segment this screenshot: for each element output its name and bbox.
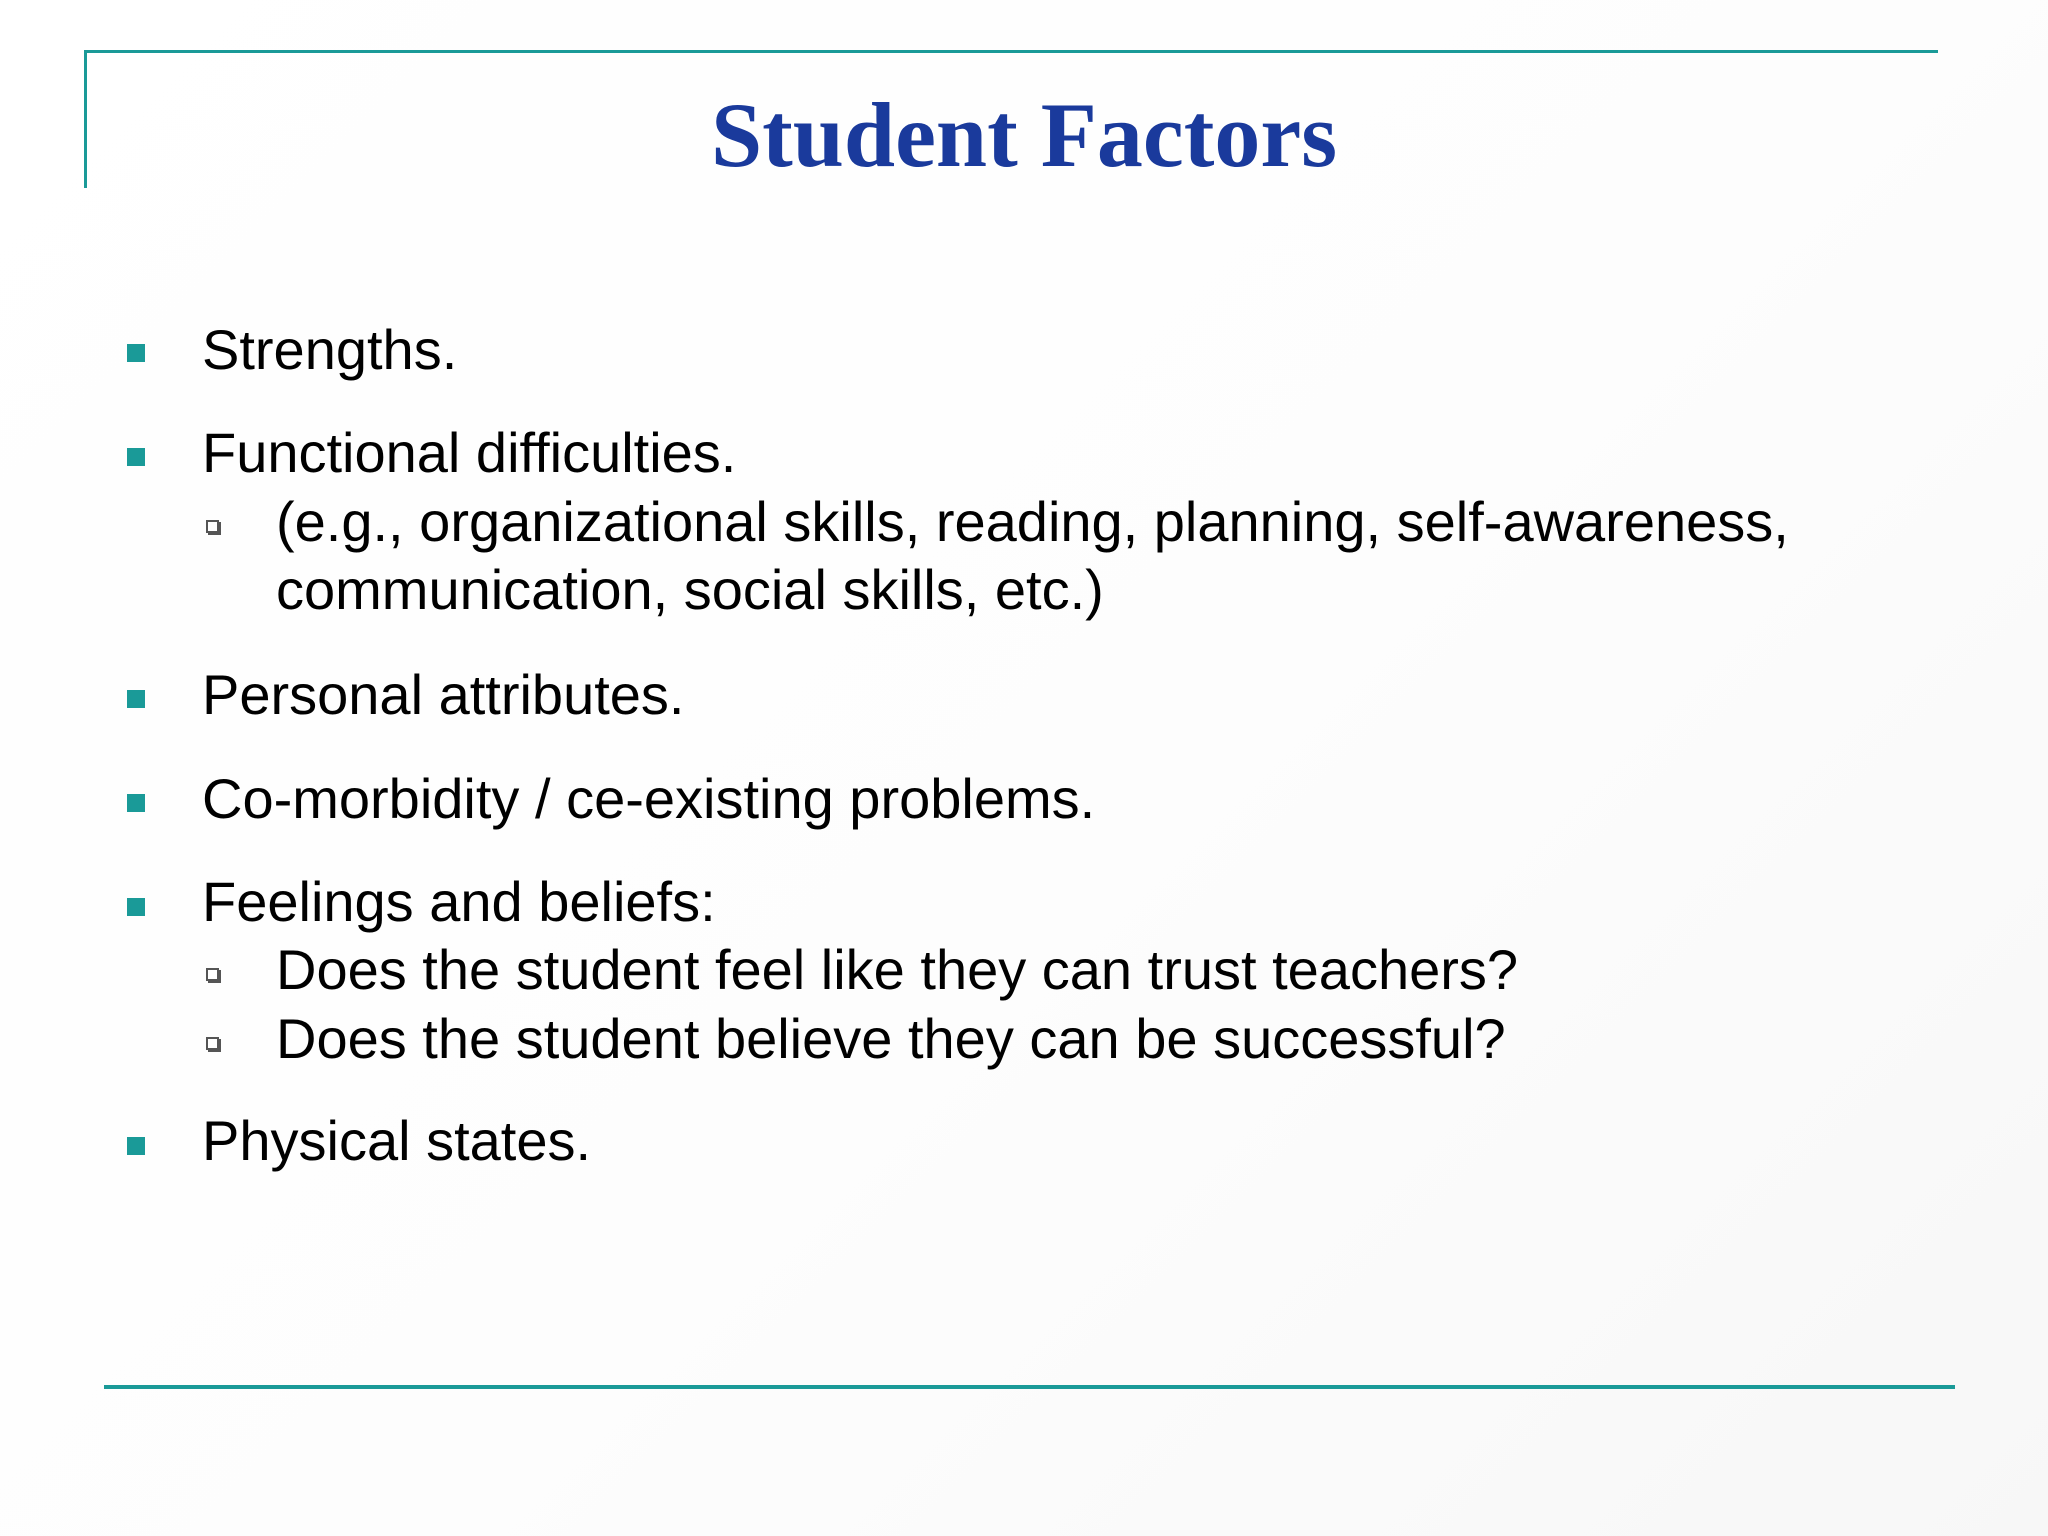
bullet-text: Strengths. [202,318,458,381]
square-bullet-icon [127,1137,145,1155]
sub-bullet-text: Does the student believe they can be successful? [276,1007,1506,1070]
bullet-text: Co-morbidity / ce-existing problems. [202,767,1096,830]
hollow-square-bullet-icon [206,1037,219,1050]
bullet-text: Physical states. [202,1109,592,1172]
bullet-text: Functional difficulties. [202,421,737,484]
bullet-text: Feelings and beliefs: [202,870,716,933]
sub-bullet-text: (e.g., organizational skills, reading, planning, self-awareness, communication, social skills, etc.) [276,490,1789,621]
square-bullet-icon [127,690,145,708]
square-bullet-icon [127,344,145,362]
hollow-square-bullet-icon [206,520,219,533]
slide-title: Student Factors [710,84,1338,186]
bottom-border-line [104,1385,1955,1389]
hollow-square-bullet-icon [206,968,219,981]
square-bullet-icon [127,448,145,466]
bullet-text: Personal attributes. [202,663,685,726]
sub-bullet-text: Does the student feel like they can trust teachers? [276,938,1519,1001]
square-bullet-icon [127,794,145,812]
square-bullet-icon [127,898,145,916]
